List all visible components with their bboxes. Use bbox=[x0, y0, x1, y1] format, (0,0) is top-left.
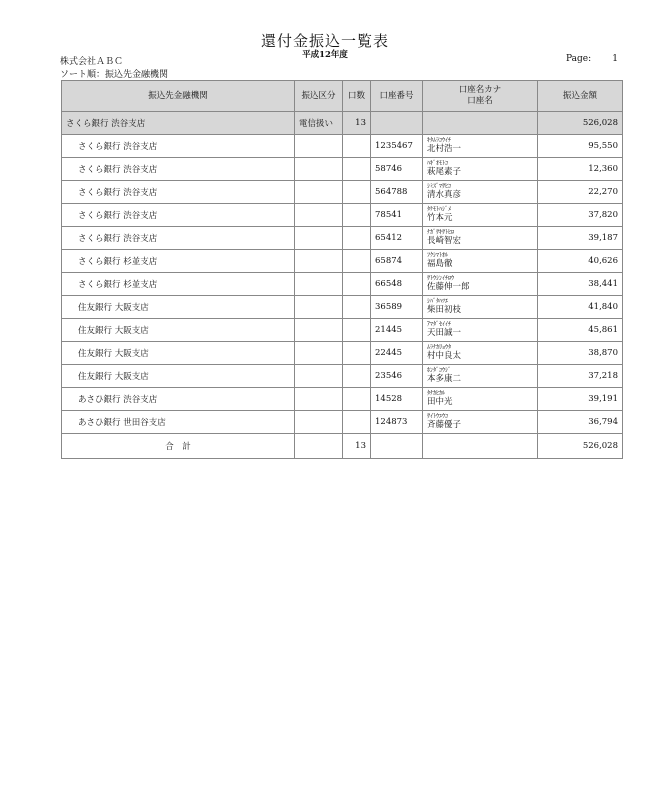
col-account-name bbox=[423, 81, 538, 112]
row-amount: 37,820 bbox=[538, 204, 623, 227]
row-account-name-kanji: 北村浩一 bbox=[427, 144, 462, 154]
row-type bbox=[295, 204, 343, 227]
row-account-number: 66548 bbox=[371, 273, 423, 296]
row-amount: 95,550 bbox=[538, 135, 623, 158]
row-account-number: 36589 bbox=[371, 296, 423, 319]
page-label: Page: bbox=[566, 54, 592, 64]
row-count bbox=[343, 181, 371, 204]
row-account-name-kana: ｼﾊﾞﾀﾊﾂｴ bbox=[427, 298, 449, 305]
row-account-name-kanji: 天田誠一 bbox=[427, 328, 462, 338]
row-account-name-kana: ｻｲﾄｳﾕｳｺ bbox=[427, 413, 449, 420]
total-count: 13 bbox=[343, 434, 371, 459]
row-account-name-kanji: 萩尾素子 bbox=[427, 167, 462, 177]
row-count bbox=[343, 227, 371, 250]
row-account-name-kanji: 長崎智宏 bbox=[427, 236, 462, 246]
table-row bbox=[62, 365, 623, 388]
row-account-number: 1235467 bbox=[371, 135, 423, 158]
row-account-name bbox=[423, 250, 538, 273]
total-row bbox=[62, 434, 623, 459]
row-bank: 住友銀行 大阪支店 bbox=[62, 296, 295, 319]
summary-row bbox=[62, 112, 623, 135]
row-type bbox=[295, 411, 343, 434]
row-type bbox=[295, 319, 343, 342]
row-account-name bbox=[423, 204, 538, 227]
row-account-number: 78541 bbox=[371, 204, 423, 227]
report-subtitle: 平成12年度 bbox=[302, 50, 348, 60]
table-row bbox=[62, 227, 623, 250]
table-row bbox=[62, 296, 623, 319]
total-amount: 526,028 bbox=[538, 434, 623, 459]
row-account-name bbox=[423, 296, 538, 319]
row-account-name bbox=[423, 273, 538, 296]
row-account-name-kana: ﾎﾝﾀﾞｺｳｼﾞ bbox=[427, 367, 452, 374]
row-account-name-kana: ﾊｷﾞｵﾓﾄｺ bbox=[427, 160, 449, 167]
row-account-name-kanji: 斉藤優子 bbox=[427, 420, 462, 430]
col-amount: 振込金額 bbox=[538, 81, 623, 112]
row-account-name-kanji: 田中光 bbox=[427, 397, 453, 407]
row-count bbox=[343, 158, 371, 181]
table-row bbox=[62, 158, 623, 181]
row-type bbox=[295, 365, 343, 388]
row-account-number: 14528 bbox=[371, 388, 423, 411]
total-type bbox=[295, 434, 343, 459]
row-type bbox=[295, 227, 343, 250]
table-row bbox=[62, 181, 623, 204]
row-account-name bbox=[423, 158, 538, 181]
row-account-name bbox=[423, 227, 538, 250]
row-account-number: 65874 bbox=[371, 250, 423, 273]
table-header-row bbox=[62, 81, 623, 112]
row-amount: 12,360 bbox=[538, 158, 623, 181]
row-account-name-kanji: 本多康二 bbox=[427, 374, 462, 384]
row-amount: 36,794 bbox=[538, 411, 623, 434]
row-bank: さくら銀行 杉並支店 bbox=[62, 250, 295, 273]
row-account-name-kanji: 柴田初枝 bbox=[427, 305, 462, 315]
row-amount: 38,870 bbox=[538, 342, 623, 365]
row-account-name bbox=[423, 342, 538, 365]
page-indicator bbox=[566, 54, 618, 64]
row-bank: あさひ銀行 世田谷支店 bbox=[62, 411, 295, 434]
row-type bbox=[295, 296, 343, 319]
row-bank: 住友銀行 大阪支店 bbox=[62, 365, 295, 388]
row-account-number: 22445 bbox=[371, 342, 423, 365]
row-bank: あさひ銀行 渋谷支店 bbox=[62, 388, 295, 411]
row-account-name-kanji: 清水真彦 bbox=[427, 190, 462, 200]
row-account-name-kana: ｱﾏﾀﾞｾｲｲﾁ bbox=[427, 321, 452, 328]
row-account-name-kana: ｼﾐｽﾞﾏｻﾋｺ bbox=[427, 183, 452, 190]
row-amount: 39,191 bbox=[538, 388, 623, 411]
col-account-name-kana: 口座名カナ bbox=[458, 85, 502, 95]
col-account-number: 口座番号 bbox=[371, 81, 423, 112]
summary-account bbox=[371, 112, 423, 135]
row-account-name-kanji: 佐藤伸一郎 bbox=[427, 282, 470, 292]
total-label: 合 計 bbox=[62, 434, 295, 459]
col-bank: 振込先金融機関 bbox=[62, 81, 295, 112]
summary-bank: さくら銀行 渋谷支店 bbox=[62, 112, 295, 135]
row-count bbox=[343, 388, 371, 411]
row-type bbox=[295, 135, 343, 158]
page-number: 1 bbox=[612, 54, 619, 64]
sort-order: ソート順：振込先金融機関 bbox=[60, 70, 169, 80]
row-account-name bbox=[423, 365, 538, 388]
row-type bbox=[295, 342, 343, 365]
total-account bbox=[371, 434, 423, 459]
col-transfer-type: 振込区分 bbox=[295, 81, 343, 112]
row-bank: さくら銀行 渋谷支店 bbox=[62, 227, 295, 250]
row-type bbox=[295, 273, 343, 296]
row-account-name-kana: ﾀｹﾓﾄﾊｼﾞﾒ bbox=[427, 206, 452, 213]
row-bank: さくら銀行 渋谷支店 bbox=[62, 204, 295, 227]
table-row bbox=[62, 319, 623, 342]
row-account-name-kana: ｷﾀﾑﾗｺｳｲﾁ bbox=[427, 137, 452, 144]
row-account-number: 65412 bbox=[371, 227, 423, 250]
row-account-name bbox=[423, 181, 538, 204]
row-count bbox=[343, 319, 371, 342]
company-name: 株式会社ＡＢＣ bbox=[60, 57, 124, 67]
row-account-number: 58746 bbox=[371, 158, 423, 181]
table-row bbox=[62, 342, 623, 365]
col-account-name-kanji: 口座名 bbox=[467, 96, 493, 106]
row-count bbox=[343, 365, 371, 388]
row-count bbox=[343, 135, 371, 158]
row-account-name-kana: ﾌｸｼﾏﾄｵﾙ bbox=[427, 252, 449, 259]
table-row bbox=[62, 273, 623, 296]
row-count bbox=[343, 411, 371, 434]
row-account-name bbox=[423, 319, 538, 342]
summary-type: 電信扱い bbox=[295, 112, 343, 135]
summary-name bbox=[423, 112, 538, 135]
row-account-name bbox=[423, 135, 538, 158]
total-name bbox=[423, 434, 538, 459]
row-amount: 37,218 bbox=[538, 365, 623, 388]
row-account-name-kanji: 福島徹 bbox=[427, 259, 453, 269]
row-account-name-kana: ｻﾄｳｼﾝｲﾁﾛｳ bbox=[427, 275, 455, 282]
summary-amount: 526,028 bbox=[538, 112, 623, 135]
row-count bbox=[343, 250, 371, 273]
row-account-name-kana: ﾅｶﾞｻｷｻﾄﾋﾛ bbox=[427, 229, 455, 236]
transfer-table bbox=[61, 80, 623, 459]
row-amount: 41,840 bbox=[538, 296, 623, 319]
row-bank: 住友銀行 大阪支店 bbox=[62, 319, 295, 342]
report-title: 還付金振込一覧表 bbox=[260, 32, 389, 50]
row-account-name-kanji: 村中良太 bbox=[427, 351, 462, 361]
row-bank: 住友銀行 大阪支店 bbox=[62, 342, 295, 365]
row-bank: さくら銀行 杉並支店 bbox=[62, 273, 295, 296]
row-amount: 45,861 bbox=[538, 319, 623, 342]
row-bank: さくら銀行 渋谷支店 bbox=[62, 135, 295, 158]
row-account-name-kana: ﾑﾗﾅｶﾘｮｳﾀ bbox=[427, 344, 452, 351]
summary-count: 13 bbox=[343, 112, 371, 135]
table-row bbox=[62, 135, 623, 158]
row-account-name-kana: ﾀﾅｶﾋｶﾙ bbox=[427, 390, 446, 397]
row-type bbox=[295, 250, 343, 273]
table-row bbox=[62, 388, 623, 411]
row-account-name-kanji: 竹本元 bbox=[427, 213, 453, 223]
row-amount: 38,441 bbox=[538, 273, 623, 296]
row-bank: さくら銀行 渋谷支店 bbox=[62, 181, 295, 204]
row-count bbox=[343, 273, 371, 296]
col-count: 口数 bbox=[343, 81, 371, 112]
row-type bbox=[295, 388, 343, 411]
row-account-number: 23546 bbox=[371, 365, 423, 388]
row-count bbox=[343, 204, 371, 227]
row-account-number: 21445 bbox=[371, 319, 423, 342]
row-count bbox=[343, 342, 371, 365]
row-amount: 22,270 bbox=[538, 181, 623, 204]
row-bank: さくら銀行 渋谷支店 bbox=[62, 158, 295, 181]
row-type bbox=[295, 158, 343, 181]
table-row bbox=[62, 411, 623, 434]
row-account-name bbox=[423, 388, 538, 411]
row-account-name bbox=[423, 411, 538, 434]
row-account-number: 564788 bbox=[371, 181, 423, 204]
row-count bbox=[343, 296, 371, 319]
table-row bbox=[62, 250, 623, 273]
row-amount: 40,626 bbox=[538, 250, 623, 273]
row-account-number: 124873 bbox=[371, 411, 423, 434]
table-row bbox=[62, 204, 623, 227]
row-type bbox=[295, 181, 343, 204]
row-amount: 39,187 bbox=[538, 227, 623, 250]
